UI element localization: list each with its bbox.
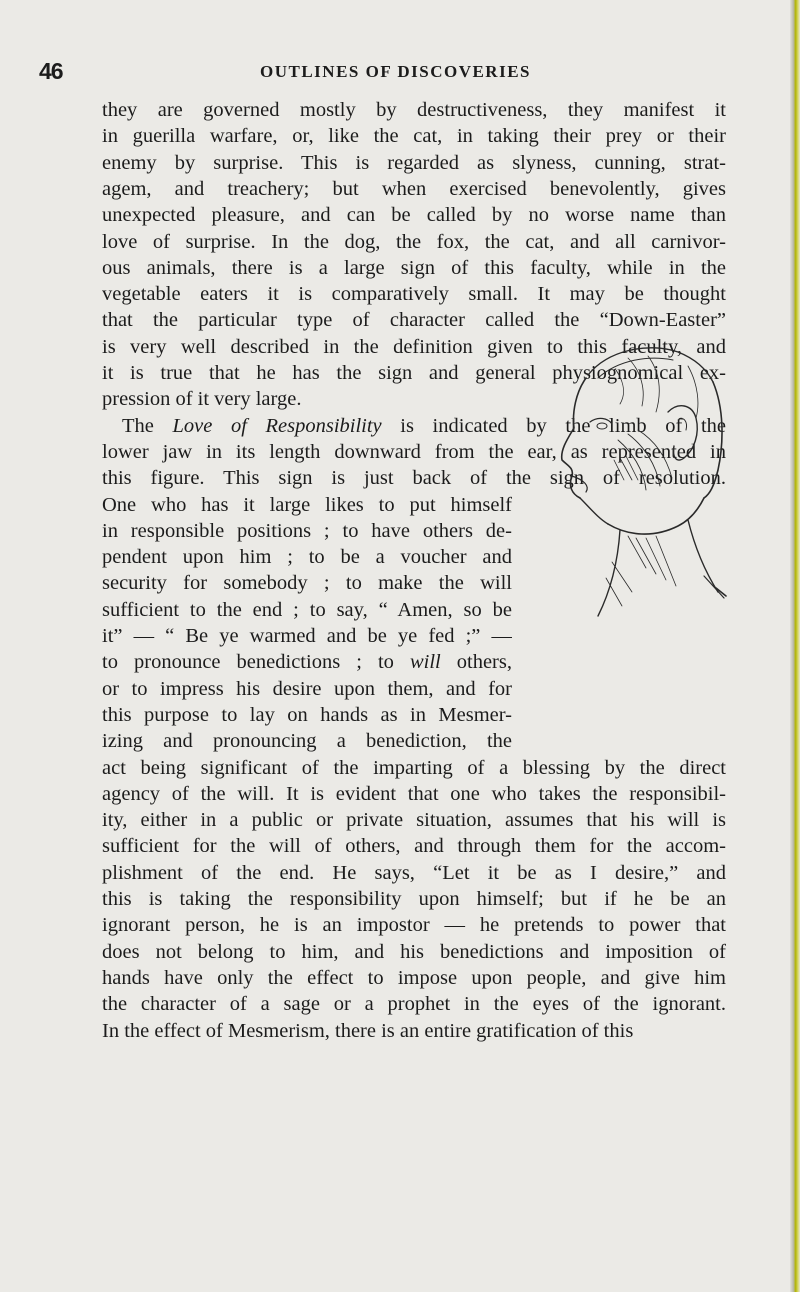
text-line: agem, and treachery; but when exercised benevolently, gives: [102, 177, 726, 200]
text-line: ous animals, there is a large sign of this faculty, while in the: [102, 256, 726, 279]
text-line: sufficient to the end ; to say, “ Amen, so be: [102, 598, 512, 621]
text-line: they are governed mostly by destructiveness, they manifest it: [102, 99, 726, 121]
text-line: this purpose to lay on hands as in Mesmer-: [102, 703, 512, 726]
text-line: In the effect of Mesmerism, there is an entire gratification of this: [102, 1019, 634, 1042]
text-segment: others,: [440, 651, 512, 674]
text-line: it is true that he has the sign and general physiognomical ex-: [102, 362, 726, 384]
running-head: [0, 58, 800, 84]
text-line: enemy by surprise. This is regarded as slyness, cunning, strat-: [102, 151, 726, 174]
page-number: 46: [39, 58, 63, 84]
italic-term: will: [409, 651, 441, 674]
text-line: vegetable eaters it is comparatively small. It may be thought: [102, 283, 726, 306]
text-line: it” — “ Be ye warmed and be ye fed ;” —: [102, 625, 512, 647]
text-segment: The: [122, 414, 173, 437]
text-line: ity, either in a public or private situation, assumes that his will is: [102, 809, 726, 832]
text-line: act being significant of the imparting of a blessing by the direct: [102, 756, 726, 779]
running-title: OUTLINES OF DISCOVERIES: [260, 62, 531, 81]
text-line: ignorant person, he is an impostor — he pretends to power that: [102, 914, 726, 937]
text-line: plishment of the end. He says, “Let it be as I desire,” and: [102, 861, 726, 884]
text-line: love of surprise. In the dog, the fox, the cat, and all carnivor-: [102, 230, 726, 253]
text-line: does not belong to him, and his benedictions and imposition of: [102, 940, 726, 963]
text-line: is very well described in the definition given to this faculty, and: [102, 335, 726, 358]
text-line: that the particular type of character called the “Down-Easter”: [102, 309, 726, 332]
head-figure: [528, 330, 728, 635]
text-line: this figure. This sign is just back of the sign of resolution.: [102, 467, 726, 490]
text-line: One who has it large likes to put himself: [102, 493, 512, 516]
text-line: in responsible positions ; to have others de-: [102, 519, 512, 542]
text-line: unexpected pleasure, and can be called by no worse name than: [102, 204, 726, 227]
italic-term: Love of Responsibility: [172, 414, 382, 437]
head-profile-engraving-icon: [528, 330, 728, 635]
text-line: in guerilla warfare, or, like the cat, in taking their prey or their: [102, 125, 726, 148]
text-line: hands have only the effect to impose upon people, and give him: [102, 966, 726, 989]
text-line: pendent upon him ; to be a voucher and: [102, 546, 512, 569]
text-line: or to impress his desire upon them, and for: [102, 677, 512, 700]
text-line: agency of the will. It is evident that one who takes the responsibil-: [102, 782, 726, 805]
text-line: this is taking the responsibility upon himself; but if he be an: [102, 888, 726, 910]
text-segment: is indicated by the limb of the: [381, 414, 726, 437]
text-line: security for somebody ; to make the will: [102, 572, 512, 595]
text-line: lower jaw in its length downward from the ear, as represented in: [102, 440, 726, 463]
text-line: [102, 649, 512, 675]
text-line: izing and pronouncing a benediction, the: [102, 730, 512, 753]
text-segment: to pronounce benedictions ; to: [102, 651, 410, 674]
text-line: pression of it very large.: [102, 388, 302, 411]
text-line: the character of a sage or a prophet in the eyes of the ignorant.: [102, 993, 726, 1016]
page-edge: [790, 0, 800, 1292]
text-line: sufficient for the will of others, and through them for the accom-: [102, 835, 726, 858]
